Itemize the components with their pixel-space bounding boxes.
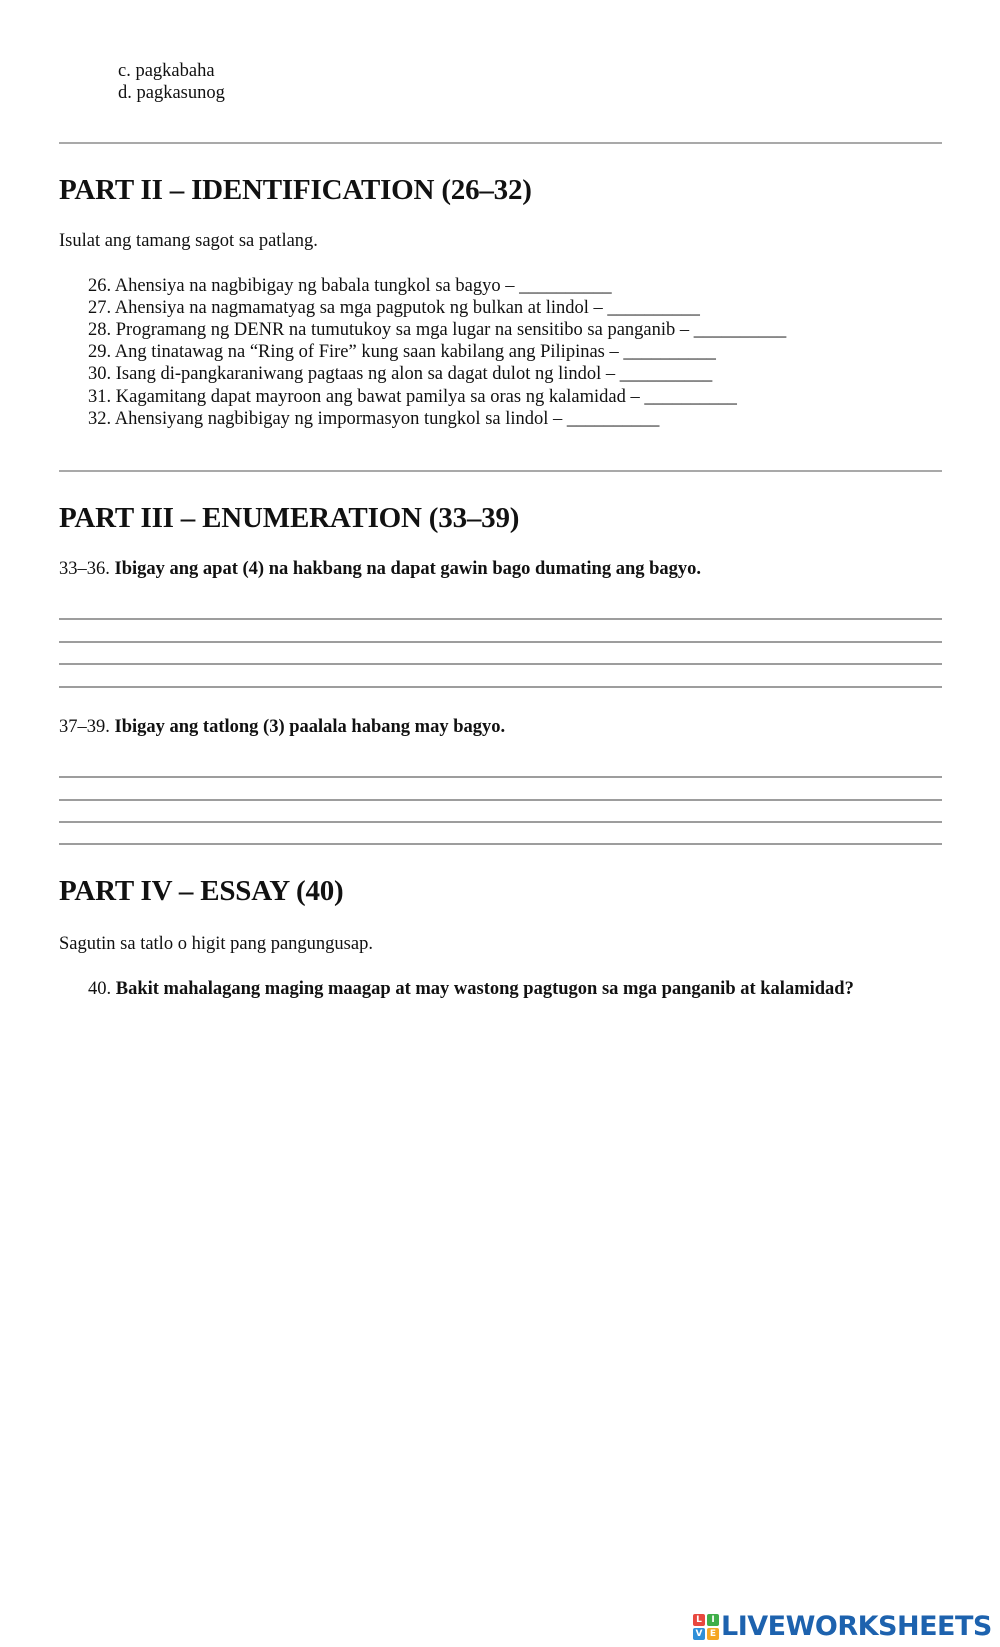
answer-line[interactable] bbox=[59, 799, 942, 801]
logo-letter: E bbox=[707, 1628, 719, 1640]
choice-c: c. pagkabaha bbox=[118, 61, 215, 81]
identification-item-28: 28. Programang ng DENR na tumutukoy sa mga lugar na sensitibo sa panganib – __________ bbox=[88, 320, 787, 340]
answer-line[interactable] bbox=[59, 686, 942, 688]
question-text: Ibigay ang tatlong (3) paalala habang may bagyo. bbox=[114, 717, 506, 737]
answer-line[interactable] bbox=[59, 776, 942, 778]
identification-item-26: 26. Ahensiya na nagbibigay ng babala tungkol sa bagyo – __________ bbox=[88, 276, 612, 296]
choice-d: d. pagkasunog bbox=[118, 83, 225, 103]
answer-line[interactable] bbox=[59, 663, 942, 665]
logo-mark-icon bbox=[693, 1614, 719, 1640]
logo-letter: I bbox=[707, 1614, 719, 1626]
logo-text: LIVEWORKSHEETS bbox=[721, 1611, 992, 1642]
section-divider bbox=[59, 470, 942, 472]
identification-item-29: 29. Ang tinatawag na “Ring of Fire” kung saan kabilang ang Pilipinas – __________ bbox=[88, 342, 716, 362]
liveworksheets-logo bbox=[693, 1610, 992, 1644]
identification-item-31: 31. Kagamitang dapat mayroon ang bawat pamilya sa oras ng kalamidad – __________ bbox=[88, 387, 737, 407]
identification-item-27: 27. Ahensiya na nagmamatyag sa mga pagputok ng bulkan at lindol – __________ bbox=[88, 298, 700, 318]
logo-letter: V bbox=[693, 1628, 705, 1640]
question-text: Ibigay ang apat (4) na hakbang na dapat gawin bago dumating ang bagyo. bbox=[114, 559, 702, 579]
answer-line[interactable] bbox=[59, 641, 942, 643]
section-divider bbox=[59, 142, 942, 144]
answer-line[interactable] bbox=[59, 821, 942, 823]
answer-line[interactable] bbox=[59, 843, 942, 845]
part2-heading: PART II – IDENTIFICATION (26–32) bbox=[59, 174, 532, 206]
logo-letter: L bbox=[693, 1614, 705, 1626]
part3-heading: PART III – ENUMERATION (33–39) bbox=[59, 502, 520, 534]
question-text: Bakit mahalagang maging maagap at may wastong pagtugon sa mga panganib at kalamidad? bbox=[115, 979, 854, 999]
question-number: 37–39. bbox=[59, 717, 110, 737]
question-number: 40. bbox=[88, 979, 112, 999]
enumeration-question-1 bbox=[59, 558, 701, 580]
part2-instruction: Isulat ang tamang sagot sa patlang. bbox=[59, 231, 318, 251]
essay-question-40 bbox=[88, 978, 854, 1000]
part4-instruction: Sagutin sa tatlo o higit pang pangungusap. bbox=[59, 934, 373, 954]
enumeration-question-2 bbox=[59, 716, 505, 738]
part4-heading: PART IV – ESSAY (40) bbox=[59, 875, 344, 907]
identification-item-30: 30. Isang di-pangkaraniwang pagtaas ng alon sa dagat dulot ng lindol – __________ bbox=[88, 364, 713, 384]
question-number: 33–36. bbox=[59, 559, 110, 579]
identification-item-32: 32. Ahensiyang nagbibigay ng impormasyon tungkol sa lindol – __________ bbox=[88, 409, 660, 429]
answer-line[interactable] bbox=[59, 618, 942, 620]
